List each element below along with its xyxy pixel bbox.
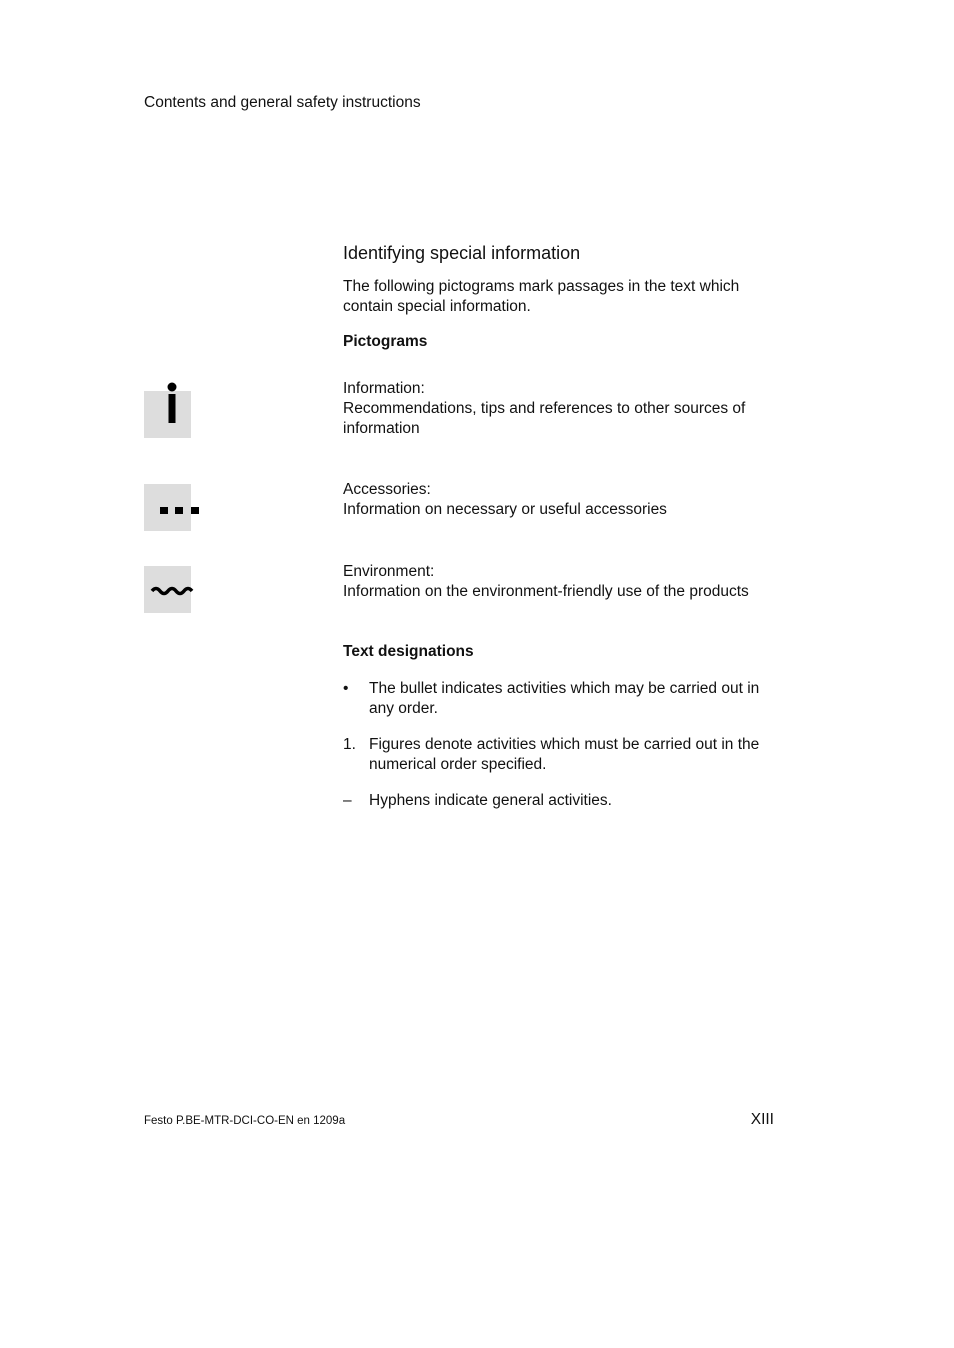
environment-pictogram: [144, 566, 191, 613]
accessories-label: Accessories:: [343, 481, 431, 498]
information-icon: [144, 391, 191, 438]
bullet-marker: •: [343, 680, 349, 697]
text-designations-heading: Text designations: [343, 643, 474, 660]
list-item: [343, 679, 783, 721]
section-title: Identifying special information: [343, 243, 581, 263]
information-label: Information:: [343, 380, 425, 397]
environment-description: Information on the environment-friendly use of the products: [343, 583, 749, 600]
list-item-text: Figures denote activities which must be carried out in the numerical order specified.: [369, 736, 760, 773]
environment-label: Environment:: [343, 563, 435, 580]
information-pictogram: [144, 391, 191, 438]
information-entry: [343, 379, 783, 439]
environment-icon: [144, 566, 191, 613]
intro-paragraph: The following pictograms mark passages in the text which contain special information.: [343, 278, 740, 315]
accessories-entry: [343, 480, 783, 520]
list-item: [343, 735, 783, 777]
accessories-icon: [144, 484, 191, 531]
page-number: XIII: [750, 1111, 774, 1128]
hyphen-marker: –: [343, 792, 352, 809]
footer-document-id: Festo P.BE-MTR-DCI-CO-EN en 1209a: [144, 1115, 346, 1127]
list-item: [343, 791, 783, 813]
list-item-text: Hyphens indicate general activities.: [369, 792, 612, 809]
number-marker: 1.: [343, 736, 356, 753]
list-item-text: The bullet indicates activities which may be carried out in any order.: [369, 680, 760, 717]
information-description: Recommendations, tips and references to other sources of information: [343, 400, 746, 437]
running-header: Contents and general safety instructions: [144, 94, 421, 111]
pictograms-heading: Pictograms: [343, 333, 428, 350]
accessories-pictogram: [144, 484, 191, 531]
accessories-description: Information on necessary or useful accessories: [343, 501, 667, 518]
environment-entry: [343, 562, 783, 602]
